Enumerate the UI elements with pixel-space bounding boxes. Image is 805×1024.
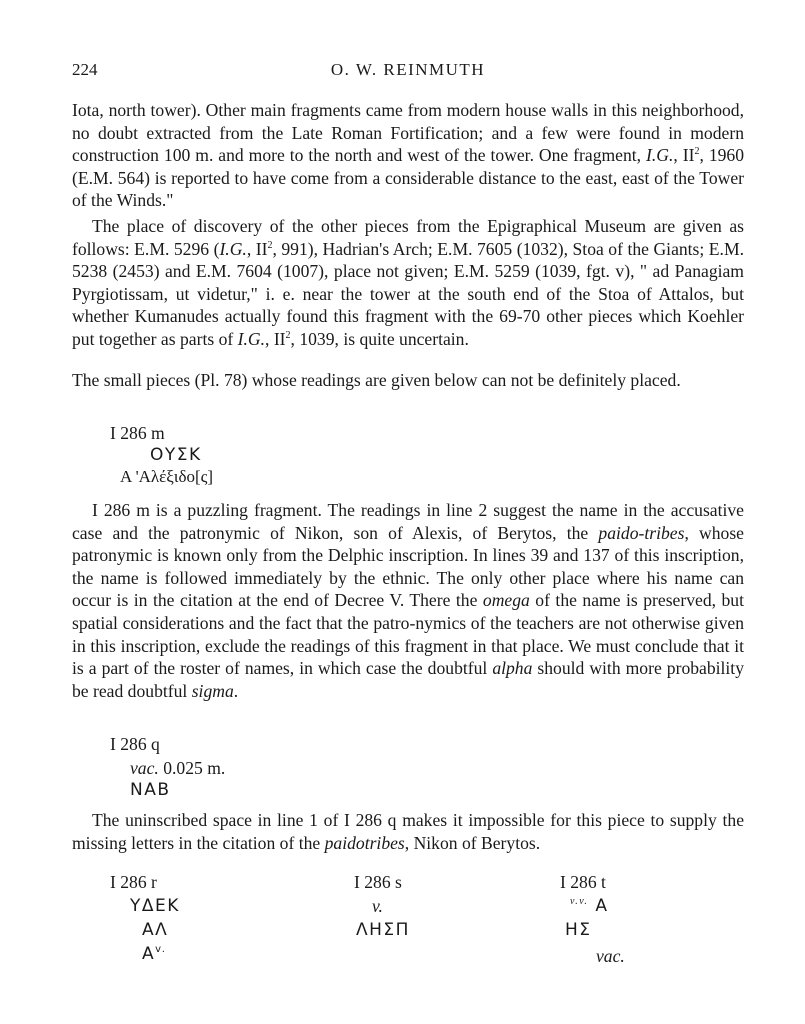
fragment-t-line2: ΗΣ xyxy=(565,920,592,940)
fragment-m-line1: ΟΥΣΚ xyxy=(150,445,202,465)
fragment-r-line1: ΥΔΕΚ xyxy=(130,896,180,916)
paragraph-4: I 286 m is a puzzling fragment. The readings in line 2 suggest the name in the accusative case and the patronymic of Nikon, son of Alexis, of Berytos, the paido-tribes, whose patronymic is known only from the Delphic inscription. In lines 39 and 137 of this inscription, the name is followed immediately by the ethnic. The only other place where his name can occur is in the citation at the end of Decree V. There the omega of the name is preserved, but spatial considerations and the fact that the patro-nymics of the teachers are not otherwise given in this inscription, exclude the readings of this fragment in that place. We must conclude that it is a part of the roster of names, in which case the doubtful alpha should with more probability be read doubtful sigma. xyxy=(72,500,744,701)
paragraph-5: The uninscribed space in line 1 of I 286 q makes it impossible for this piece to supply the missing letters in the citation of the paidotribes, Nikon of Berytos. xyxy=(72,810,744,853)
page-number: 224 xyxy=(72,60,98,79)
fragment-m-label: I 286 m xyxy=(110,423,165,443)
fragment-s-line1: v. xyxy=(372,896,383,916)
fragment-q-line: NAB xyxy=(130,780,171,800)
fragment-r-line3: $A^{v.}$ xyxy=(142,944,167,964)
fragment-s-label: I 286 s xyxy=(354,872,402,892)
paragraph-3: The small pieces (Pl. 78) whose readings are given below can not be definitely placed. xyxy=(72,370,681,390)
fragment-r-label: I 286 r xyxy=(110,872,157,892)
fragment-r-line2: ΑΛ xyxy=(142,920,169,940)
fragment-q-vacat: vac. 0.025 m. xyxy=(130,758,226,778)
fragment-t-label: I 286 t xyxy=(560,872,606,892)
fragment-q-label: I 286 q xyxy=(110,734,160,754)
paragraph-1: Iota, north tower). Other main fragments came from modern house walls in this neighborhood, no doubt extracted from the Late Roman Fortification; and a few were found in modern construction 100 m. and more to the north and west of the tower. One fragment, I.G., $II^2$, 1960 (E.M. 564) is reported to have come from a considerable distance to the east, east of the Tower of the Winds." xyxy=(72,100,745,211)
fragment-t-line1: $^{v.v.}$ Α xyxy=(570,896,609,916)
fragment-m-line2: Α 'Αλέξιδο[ς] xyxy=(120,467,214,486)
paragraph-2: The place of discovery of the other pieces from the Epigraphical Museum are given as follows: E.M. 5296 (I.G., $II^2$, 991), Hadrian's Arch; E.M. 7605 (1032), Stoa of the Giants; E.M. 5238 (2453) and E.M. 7604 (1007), place not given; E.M. 5259 (1039, fgt. v), " ad Panagiam Pyrgiotissam, ut videtur," i. e. near the tower at the south end of the Stoa of Attalos, but whether Kumanudes actually found this fragment with the 69-70 other pieces which Koehler put together as parts of I.G., $II^2$, 1039, is quite uncertain. xyxy=(72,216,744,349)
fragment-t-line3: vac. xyxy=(596,946,625,966)
running-head: O. W. REINMUTH xyxy=(330,60,486,79)
fragment-s-line2: ΛΗΣΠ xyxy=(356,920,410,940)
page-header xyxy=(72,60,744,86)
